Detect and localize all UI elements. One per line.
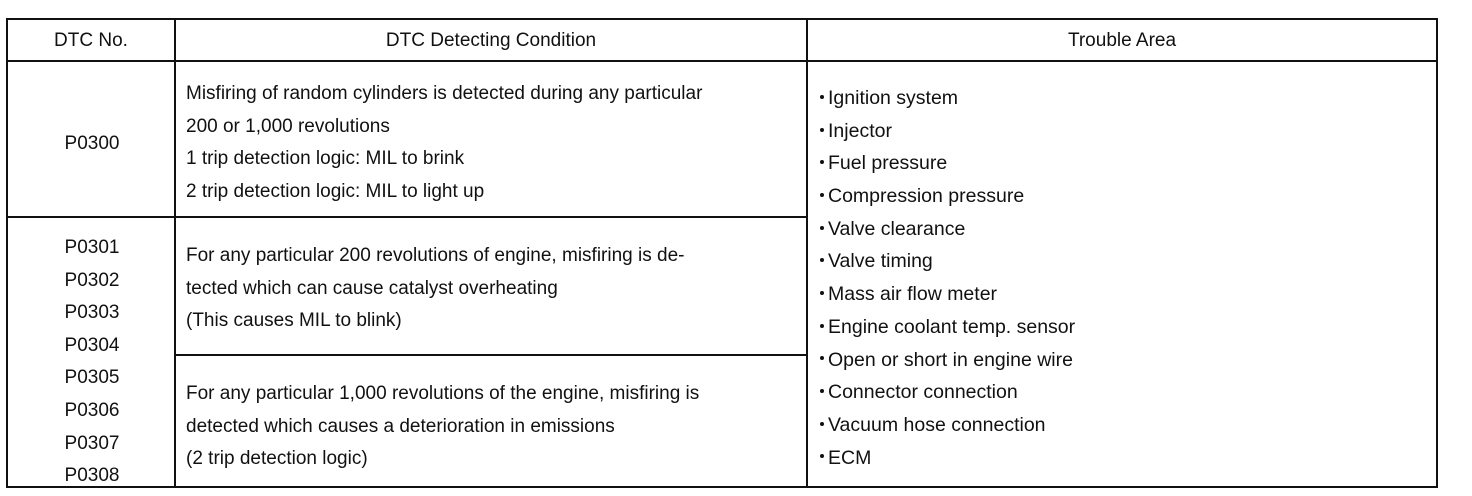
list-item [818,147,1075,180]
list-item [818,376,1075,409]
list-item [818,311,1075,344]
condition-line: For any particular 200 revolutions of engine, misfiring is de- [186,245,685,266]
bullet-icon [820,128,824,132]
list-item [818,115,1075,148]
row1-condition [186,78,702,208]
list-item [818,442,1075,475]
dtc-table [6,18,1438,488]
bullet-icon [820,226,824,230]
column-divider [806,20,808,486]
dtc-code: P0305 [64,367,120,389]
trouble-area-list [818,82,1075,474]
condition-line: Misfiring of random cylinders is detected during any particular [186,83,703,104]
bullet-icon [820,356,824,360]
list-item [818,344,1075,377]
condition-line: tected which can cause catalyst overheating [186,277,558,299]
list-item [818,180,1075,213]
row1-codes [8,128,176,161]
trouble-area-label: Engine coolant temp. sensor [828,315,1076,338]
bullet-icon [820,258,824,262]
trouble-area-label: Valve clearance [828,217,966,240]
condition-line: 2 trip detection logic: MIL to light up [186,180,485,202]
condition-line: (2 trip detection logic) [186,448,368,470]
bullet-icon [820,193,824,197]
dtc-code: P0302 [64,269,120,291]
list-item [818,278,1075,311]
dtc-code: P0301 [64,237,120,258]
header-trouble-area: Trouble Area [1067,30,1177,51]
list-item [818,409,1075,442]
condition-line: 1 trip detection logic: MIL to brink [186,148,465,170]
condition-line: detected which causes a deterioration in emissions [186,415,615,437]
bullet-icon [820,422,824,426]
bullet-icon [820,160,824,164]
row-divider [176,354,808,356]
condition-line: 200 or 1,000 revolutions [186,115,390,137]
dtc-code: P0308 [64,465,120,487]
trouble-area-label: ECM [828,446,872,469]
bullet-icon [820,324,824,328]
header-condition: DTC Detecting Condition [385,30,597,51]
dtc-code: P0300 [64,133,120,154]
row-divider [8,216,808,218]
bullet-icon [820,454,824,458]
list-item [818,82,1075,115]
trouble-area-label: Valve timing [828,250,933,273]
dtc-code: P0307 [64,432,120,454]
trouble-area-label: Open or short in engine wire [828,348,1073,371]
row2b-condition [186,378,699,476]
row2-codes [8,232,176,493]
header-dtc-no: DTC No. [54,30,128,51]
list-item [818,245,1075,278]
condition-line: (This causes MIL to blink) [186,310,402,332]
trouble-area-label: Connector connection [828,381,1018,404]
trouble-area-label: Fuel pressure [828,152,948,175]
trouble-area-label: Injector [828,119,892,142]
trouble-area-label: Ignition system [828,87,959,109]
bullet-icon [820,95,824,99]
dtc-code: P0303 [64,302,120,324]
bullet-icon [820,389,824,393]
trouble-area-label: Mass air flow meter [828,283,998,306]
trouble-area-label: Vacuum hose connection [828,413,1046,436]
bullet-icon [820,291,824,295]
list-item [818,213,1075,246]
dtc-code: P0306 [64,399,120,421]
row2a-condition [186,240,684,338]
condition-line: For any particular 1,000 revolutions of the engine, misfiring is [186,383,700,404]
trouble-area-label: Compression pressure [828,185,1025,208]
dtc-code: P0304 [64,334,120,356]
